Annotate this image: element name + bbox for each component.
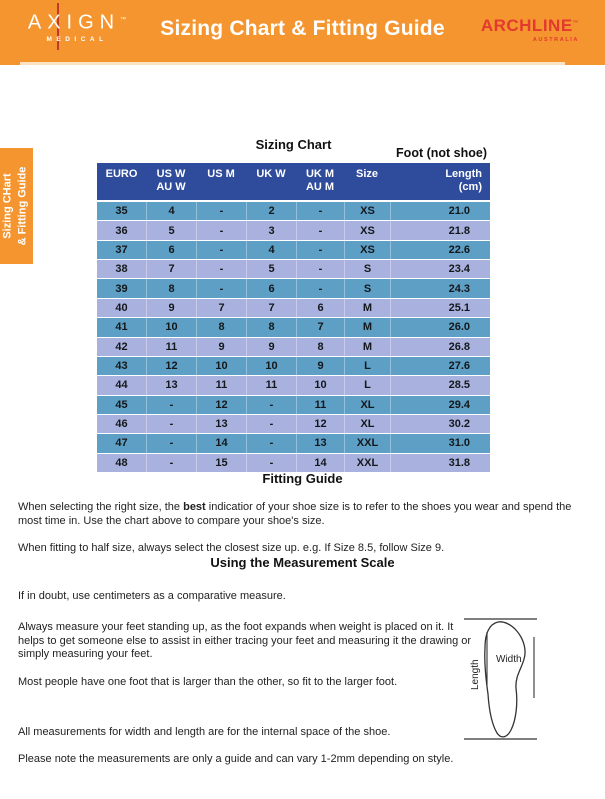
column-header [390,163,490,200]
column-header [344,163,390,200]
table-cell: 44 [115,379,128,392]
column-header-line1: UK M [305,168,335,180]
column-header [196,163,246,200]
table-cell: 40 [115,301,128,314]
side-tab-line2: & Fitting Guide [16,166,28,246]
table-cell: 10 [246,357,296,375]
table-cell: 10 [146,318,196,336]
column-header-line1: US W [156,168,186,180]
length-label: Length [470,659,481,690]
sizing-chart-title: Sizing Chart [255,137,332,152]
table-cell: 31.0 [390,434,490,452]
table-cell: 12 [296,415,344,433]
fitting-guide-title: Fitting Guide [262,471,343,486]
table-cell: XS [344,221,390,239]
column-header-line1: UK W [256,168,286,180]
table-cell: - [196,202,246,220]
size-table-body [97,202,490,473]
table-cell: 9 [196,338,246,356]
header-accent-strip [0,62,605,65]
table-cell: 36 [115,224,128,237]
table-cell: 13 [296,434,344,452]
measurement-paragraph-5: Please note the measurements are only a guide and can vary 1-2mm depending on style. [18,753,454,765]
table-cell: 14 [196,434,246,452]
column-header-line2: (cm) [458,180,482,193]
table-cell: M [344,299,390,317]
table-cell: 35 [115,205,128,218]
table-cell: - [246,396,296,414]
table-cell: 6 [146,241,196,259]
size-table-header [97,163,490,200]
table-cell: - [146,434,196,452]
table-row [97,376,490,395]
table-cell: 13 [196,415,246,433]
table-cell: S [344,260,390,278]
table-row [97,279,490,298]
table-cell: 22.6 [390,241,490,259]
side-tab-line1: Sizing CHart [1,173,13,239]
table-cell: 29.4 [390,396,490,414]
table-cell: - [146,396,196,414]
header-accent-right [565,62,605,65]
column-header-line2: AU M [305,180,335,193]
sizing-table [97,163,490,473]
table-cell: - [296,260,344,278]
table-cell: - [296,221,344,239]
table-cell: 21.0 [390,202,490,220]
table-cell: 23.4 [390,260,490,278]
table-cell: 11 [146,338,196,356]
table-cell: 4 [246,241,296,259]
measurement-paragraph-1: If in doubt, use centimeters as a comparative measure. [18,590,286,602]
table-cell: 43 [115,360,128,373]
table-cell: - [246,434,296,452]
table-cell: 11 [246,376,296,394]
column-header-line1: Size [355,168,378,180]
table-cell: 38 [115,263,128,276]
table-cell: 8 [246,318,296,336]
table-cell: 8 [196,318,246,336]
column-header-line2: AU W [156,180,186,193]
column-header [97,163,146,200]
trademark-symbol: ™ [572,20,580,27]
axign-logo-subtitle: MEDICAL [46,35,108,43]
table-cell: 6 [246,279,296,297]
table-cell: 2 [246,202,296,220]
fitting-paragraph-1-bold: best [183,501,206,513]
table-cell: 24.3 [390,279,490,297]
table-row [97,221,490,240]
table-cell: M [344,318,390,336]
table-cell: L [344,376,390,394]
column-header-line1: EURO [105,168,138,180]
table-cell: L [344,357,390,375]
page-header [0,0,605,62]
table-cell: XL [344,396,390,414]
table-cell: 26.8 [390,338,490,356]
foot-not-shoe-note: Foot (not shoe) [396,146,487,160]
fitting-paragraph-1 [18,501,592,528]
table-cell: 25.1 [390,299,490,317]
table-cell: - [296,202,344,220]
table-cell: - [146,415,196,433]
table-row [97,318,490,337]
table-cell: XXL [344,434,390,452]
table-cell: 48 [115,456,128,469]
table-cell: 3 [246,221,296,239]
table-cell: - [196,241,246,259]
table-cell: 12 [146,357,196,375]
trademark-symbol: ™ [120,17,127,23]
measurement-paragraph-2: Always measure your feet standing up, as the foot expands when weight is placed on it. It helps to get someone else to assist in either tracing your feet and measuring it the drawing or simply measuring your feet. [18,621,472,660]
table-cell: 39 [115,282,128,295]
table-cell: 42 [115,340,128,353]
table-cell: 47 [115,437,128,450]
archline-logo-name: ARCHLINE™ [480,16,580,35]
column-header-line1: US M [207,168,235,180]
table-cell: 45 [115,398,128,411]
archline-logo-subtitle: AUSTRALIA [532,37,579,43]
header-accent-left [0,62,20,65]
foot-outline [485,622,525,737]
table-cell: - [146,454,196,472]
table-row [97,415,490,434]
table-cell: 11 [196,376,246,394]
table-cell: - [246,454,296,472]
table-cell: 15 [196,454,246,472]
table-cell: 10 [296,376,344,394]
page-title: Sizing Chart & Fitting Guide [160,17,445,40]
foot-diagram-svg [452,612,552,747]
table-row [97,396,490,415]
width-label: Width [496,654,522,665]
table-cell: 28.5 [390,376,490,394]
table-cell: 31.8 [390,454,490,472]
table-cell: 37 [115,243,128,256]
table-cell: 46 [115,418,128,431]
table-row [97,260,490,279]
table-cell: 11 [296,396,344,414]
table-row [97,241,490,260]
table-cell: 21.8 [390,221,490,239]
table-cell: 12 [196,396,246,414]
fitting-paragraph-1-after: indicatior of your shoe size is to refer to the shoes you wear and spend the most time in. Use the chart above to compare your shoe's size. [18,501,572,527]
table-cell: 41 [115,321,128,334]
table-cell: 7 [296,318,344,336]
table-cell: M [344,338,390,356]
table-cell: 9 [146,299,196,317]
column-header [296,163,344,200]
table-cell: - [296,241,344,259]
table-cell: 8 [296,338,344,356]
measurement-paragraph-4: All measurements for width and length are for the internal space of the shoe. [18,726,391,738]
table-cell: 7 [196,299,246,317]
table-row [97,338,490,357]
table-cell: - [196,260,246,278]
measurement-scale-title: Using the Measurement Scale [210,555,395,570]
measurement-paragraph-3: Most people have one foot that is larger than the other, so fit to the larger foot. [18,676,398,688]
table-cell: XXL [344,454,390,472]
table-cell: 5 [246,260,296,278]
table-cell: 10 [196,357,246,375]
table-cell: - [196,279,246,297]
table-cell: S [344,279,390,297]
column-header [146,163,196,200]
side-tab [0,148,33,264]
fitting-paragraph-1-before: When selecting the right size, the [18,501,184,513]
table-cell: 5 [146,221,196,239]
table-cell: 4 [146,202,196,220]
table-cell: 26.0 [390,318,490,336]
column-header [246,163,296,200]
table-row [97,434,490,453]
table-cell: - [196,221,246,239]
foot-measurement-diagram [452,612,552,747]
table-cell: XS [344,241,390,259]
table-cell: 9 [246,338,296,356]
table-cell: - [246,415,296,433]
axign-logo-name: AXIGN™ [27,11,127,34]
table-cell: XS [344,202,390,220]
table-cell: 7 [146,260,196,278]
table-cell: 7 [246,299,296,317]
table-row [97,202,490,221]
table-cell: 13 [146,376,196,394]
fitting-paragraph-2: When fitting to half size, always select the closest size up. e.g. If Size 8.5, follow Size 9. [18,542,445,554]
table-cell: 27.6 [390,357,490,375]
column-header-line1: Length [445,168,482,180]
table-cell: 6 [296,299,344,317]
table-row [97,299,490,318]
table-cell: 14 [296,454,344,472]
table-row [97,357,490,376]
table-cell: - [296,279,344,297]
archline-logo [471,16,589,43]
table-cell: 9 [296,357,344,375]
table-cell: XL [344,415,390,433]
table-cell: 8 [146,279,196,297]
side-tab-label [0,148,33,264]
table-cell: 30.2 [390,415,490,433]
